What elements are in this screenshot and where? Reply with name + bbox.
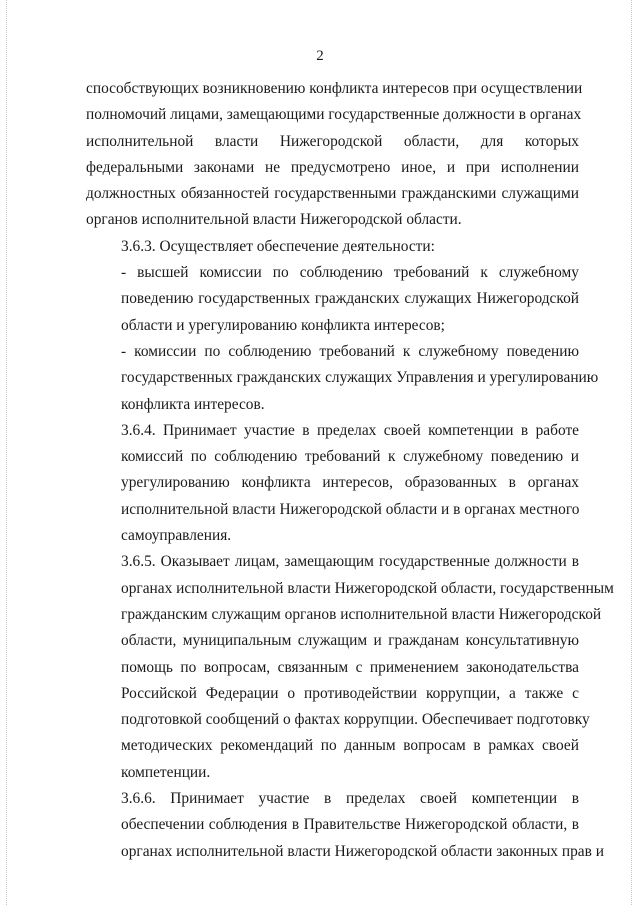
text-line: области и урегулированию конфликта интересов; — [121, 316, 445, 334]
text-line: поведению государственных гражданских служащих Нижегородской — [121, 290, 579, 308]
paragraph-3-6-6 — [86, 786, 604, 865]
text-line: подготовкой сообщений о фактах коррупции. Обеспечивает подготовку — [121, 711, 590, 729]
text-line: комиссий по соблюдению требований к служебному поведению и — [121, 448, 579, 466]
paragraph-3-6-4 — [86, 418, 579, 549]
text-line: обеспечении соблюдения в Правительстве Нижегородской области, в — [121, 816, 579, 834]
text-line: конфликта интересов. — [121, 395, 265, 413]
text-line: методических рекомендаций по данным вопросам в рамках своей — [121, 737, 579, 755]
text-line: области, муниципальным служащим и гражданам консультативную — [121, 632, 579, 650]
scan-edge-right — [631, 0, 634, 905]
paragraph-continuation — [86, 76, 583, 234]
text-line: 3.6.5. Оказывает лицам, замещающим государственные должности в — [121, 553, 579, 571]
text-line: способствующих возникновению конфликта интересов при осуществлении — [86, 80, 583, 97]
text-line: - комиссии по соблюдению требований к служебному поведению — [121, 342, 579, 360]
text-line: полномочий лицами, замещающими государственные должности в органах — [86, 106, 582, 124]
list-item-high-commission — [86, 260, 579, 339]
text-line: самоуправления. — [121, 527, 232, 545]
paragraph-3-6-5 — [86, 549, 614, 786]
text-line: Российской Федерации о противодействии коррупции, а также с — [121, 684, 579, 702]
page-number: 2 — [316, 48, 324, 64]
text-line: гражданским служащим органов исполнительной власти Нижегородской — [121, 605, 602, 623]
text-line: 3.6.3. Осуществляет обеспечение деятельности: — [121, 237, 435, 255]
list-item-commission — [86, 339, 599, 418]
text-line: федеральными законами не предусмотрено иное, и при исполнении — [86, 158, 579, 176]
scan-edge-left — [6, 0, 9, 905]
text-line: органах исполнительной власти Нижегородской области, государственным — [121, 579, 614, 597]
text-line: государственных гражданских служащих Управления и урегулированию — [121, 369, 599, 387]
text-line: органов исполнительной власти Нижегородской области. — [86, 211, 462, 229]
document-body — [86, 76, 614, 865]
text-line: 3.6.6. Принимает участие в пределах своей компетенции в — [121, 790, 579, 808]
text-line: органах исполнительной власти Нижегородской области законных прав и — [121, 842, 604, 860]
text-line: - высшей комиссии по соблюдению требований к служебному — [121, 264, 579, 282]
paragraph-3-6-3 — [86, 234, 579, 260]
text-line: исполнительной власти Нижегородской области и в органах местного — [121, 500, 580, 518]
text-line: урегулированию конфликта интересов, образованных в органах — [121, 474, 579, 492]
text-line: 3.6.4. Принимает участие в пределах своей компетенции в работе — [121, 421, 579, 439]
text-line: исполнительной власти Нижегородской области, для которых — [86, 132, 579, 150]
text-line: должностных обязанностей государственными гражданскими служащими — [86, 185, 579, 203]
text-line: помощь по вопросам, связанным с применением законодательства — [121, 658, 579, 676]
text-line: компетенции. — [121, 763, 211, 781]
